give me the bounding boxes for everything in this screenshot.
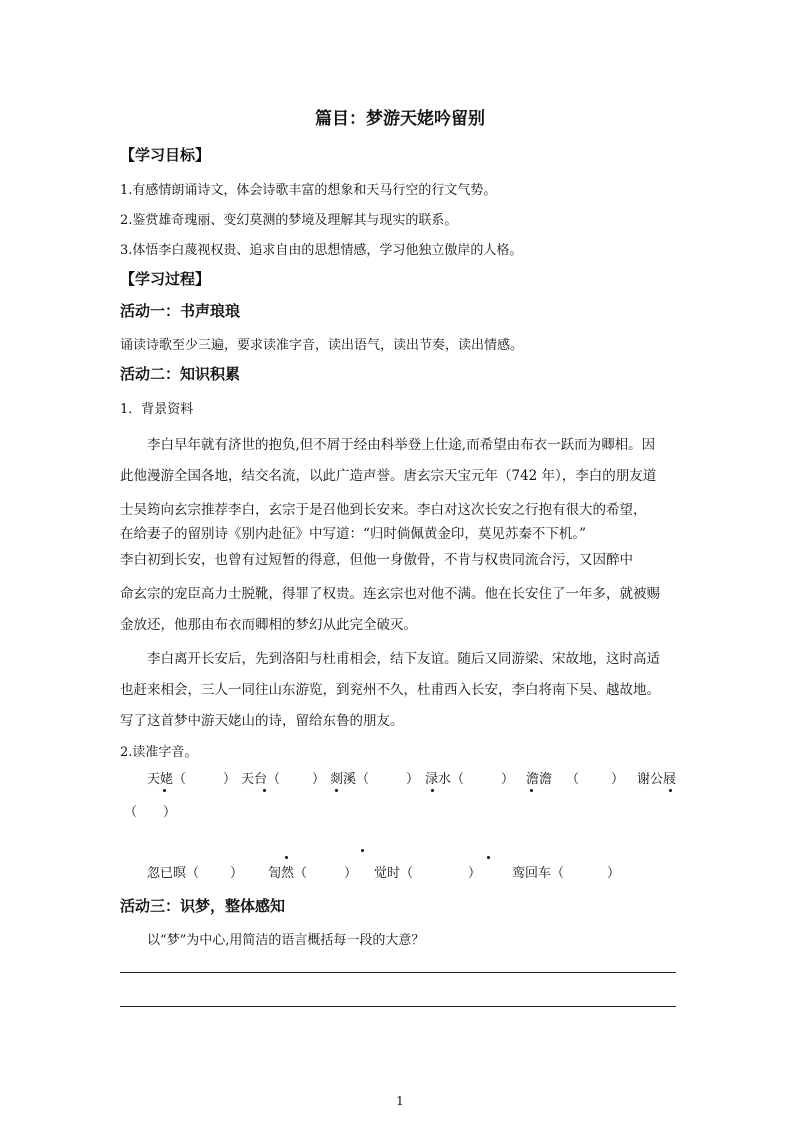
bracket-close: ） xyxy=(501,772,515,787)
word-shanxi: 剡溪（ xyxy=(330,772,370,787)
word-hongran: 訇然（ xyxy=(268,866,308,881)
paragraph1-line-6: 命玄宗的宠臣高力士脱靴，得罪了权贵。连玄宗也对他不满。他在长安住了一年多，就被赐 xyxy=(120,586,660,602)
bracket-close: ） xyxy=(468,866,482,881)
word-jueshi: 觉时（ xyxy=(374,866,414,881)
paragraph1-line-3: 士吴筠向玄宗推荐李白，玄宗于是召他到长安来。李白对这次长安之行抱有很大的希望， xyxy=(120,502,647,518)
bracket-close: ） xyxy=(312,772,326,787)
paragraph1-line-2: 此他漫游全国各地，结交名流，以此广造声誉。唐玄宗天宝元年（742 年），李白的朋友道 xyxy=(120,468,657,484)
bracket-close: ） xyxy=(344,866,358,881)
paragraph2-line-2: 也赶来相会，三人一同往山东游览，到兖州不久，杜甫西入长安，李白将南下吴、越故地。 xyxy=(120,682,660,698)
paragraph2-line-3: 写了这首梦中游天姥山的诗，留给东鲁的朋友。 xyxy=(120,713,404,729)
page-number: 1 xyxy=(396,1094,404,1108)
word-tianmu: 天姥（ xyxy=(147,772,187,787)
word-tiantai: 天台（ xyxy=(241,772,281,787)
activity1-title: 活动一：书声琅琅 xyxy=(120,302,241,320)
paragraph1-line-1: 李白早年就有济世的抱负,但不屑于经由科举登上仕途,而希望由布衣一跃而为卿相。因 xyxy=(147,437,656,453)
emphasis-dot xyxy=(530,789,533,792)
emphasis-dot xyxy=(669,789,672,792)
goal-item-1: 1.有感情朗诵诗文，体会诗歌丰富的想象和天马行空的行文气势。 xyxy=(120,183,497,198)
bracket-close: ） xyxy=(607,866,621,881)
emphasis-dot xyxy=(361,849,364,852)
process-heading: 【学习过程】 xyxy=(120,270,211,288)
answer-line xyxy=(120,972,676,973)
bracket-close: ） xyxy=(406,772,420,787)
word-xiegongji: 谢公屐 xyxy=(637,772,677,787)
goal-item-3: 3.体悟李白蔑视权贵、追求自由的思想情感，学习他独立傲岸的人格。 xyxy=(120,243,523,258)
goals-heading: 【学习目标】 xyxy=(120,146,211,164)
word-dandan: 澹澹 xyxy=(526,772,553,787)
pronunciation-heading: 2.读准字音。 xyxy=(120,745,198,760)
paragraph1-line-5: 李白初到长安，也曾有过短暂的得意，但他一身傲骨，不肯与权贵同流合污，又因醉中 xyxy=(120,552,633,568)
goal-item-2: 2.鉴赏雄奇瑰丽、变幻莫测的梦境及理解其与现实的联系。 xyxy=(120,213,458,228)
paragraph1-line-4: 在给妻子的留别诗《别内赴征》中写道：“归时倘佩黄金印，莫见苏秦不下机。” xyxy=(120,526,587,542)
page-title: 篇目：梦游天姥吟留别 xyxy=(315,109,485,129)
word-lushui: 渌水（ xyxy=(425,772,465,787)
bracket-close: ） xyxy=(230,866,244,881)
bracket-close: ） xyxy=(223,772,237,787)
word-huyiming: 忽已暝（ xyxy=(147,866,200,881)
word-luanhuiche: 鸾回车（ xyxy=(512,866,565,881)
emphasis-dot xyxy=(431,789,434,792)
bracket-open: （ xyxy=(566,772,580,787)
activity1-text: 诵读诗歌至少三遍，要求读准字音，读出语气，读出节奏，读出情感。 xyxy=(120,338,524,353)
activity2-title: 活动二：知识积累 xyxy=(120,365,241,383)
background-heading: 1．背景资料 xyxy=(120,402,194,417)
emphasis-dot xyxy=(285,856,288,859)
answer-line xyxy=(120,1006,676,1007)
paragraph1-line-7: 金放还，他那由布衣而卿相的梦幻从此完全破灭。 xyxy=(120,617,417,633)
activity3-title: 活动三：识梦，整体感知 xyxy=(120,897,286,915)
emphasis-dot xyxy=(335,789,338,792)
activity3-question: 以“梦”为中心,用简洁的语言概括每一段的大意？ xyxy=(147,933,425,948)
row1-tail-blank: （ ） xyxy=(124,805,177,820)
emphasis-dot xyxy=(263,789,266,792)
emphasis-dot xyxy=(487,856,490,859)
emphasis-dot xyxy=(163,789,166,792)
bracket-close: ） xyxy=(611,772,625,787)
paragraph2-line-1: 李白离开长安后，先到洛阳与杜甫相会，结下友谊。随后又同游梁、宋故地，这时高适 xyxy=(147,651,660,667)
